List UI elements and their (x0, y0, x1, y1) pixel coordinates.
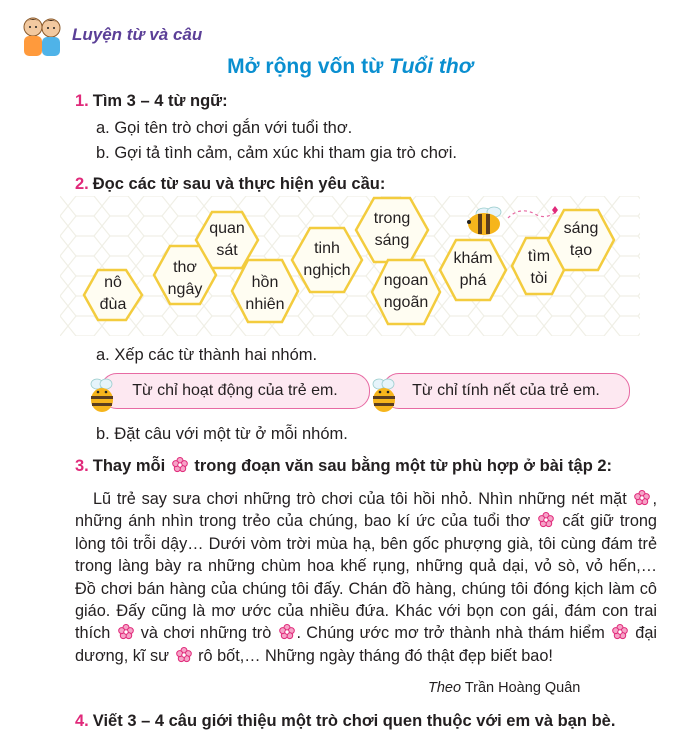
word-tinh-nghich: tinh nghịch (303, 240, 351, 279)
bee-icon (88, 378, 116, 414)
children-icon (18, 14, 66, 58)
flower-icon (538, 512, 554, 528)
group-banner-traits: Từ chỉ tính nết của trẻ em. (382, 373, 630, 409)
exercise-1-item-a: a. Gọi tên trò chơi gắn với tuổi thơ. (96, 119, 353, 137)
flower-icon (612, 624, 628, 640)
exercise-4-heading: 4. Viết 3 – 4 câu giới thiệu một trò chơi quen thuộc với em và bạn bè. (75, 712, 616, 730)
flower-icon (172, 457, 188, 473)
word-tho-ngay: thơ ngây (167, 259, 203, 298)
word-tim-toi: tìm tòi (527, 248, 551, 287)
word-ngoan-ngoan: ngoan ngoãn (383, 272, 429, 311)
flower-icon (634, 490, 650, 506)
page-title: Mở rộng vốn từ Tuổi thơ (227, 55, 473, 78)
exercise-1-item-b: b. Gợi tả tình cảm, cảm xúc khi tham gia trò chơi. (96, 144, 457, 162)
exercise-2-item-a: a. Xếp các từ thành hai nhóm. (96, 346, 318, 364)
exercise-2-heading: 2. Đọc các từ sau và thực hiện yêu cầu: (75, 175, 386, 193)
section-label: Luyện từ và câu (72, 25, 203, 44)
exercise-3-paragraph: Lũ trẻ say sưa chơi những trò chơi của tôi hồi nhỏ. Nhìn những nét mặt , những ánh nhìn trong trẻo của chúng, bao kí ức của tuổi thơ cất giữ trong lòng tôi trỗi dậy… Dưới vòm trời mùa hạ, bên gốc phượng già, tôi cùng đám trẻ trong làng bày ra những chùm hoa khế rụng, những quả dại, vỏ sò, vỏ hến,… Đồ chơi bán hàng của chúng tôi đấy. Chán đồ hàng, chúng tôi đóng kịch làm cô giáo. Đấy cũng là mơ ước của nhiều đứa. Khác với bọn con gái, đám con trai thích và chơi những trò . Chúng ước mơ trở thành nhà thám hiểm đại dương, kĩ sư rô bốt,… Những ngày tháng đó thật đẹp biết bao! (75, 490, 657, 665)
word-trong-sang: trong sáng (373, 210, 411, 249)
bee-icon (370, 378, 398, 414)
word-kham-pha: khám phá (453, 250, 493, 289)
word-quan-sat: quan sát (209, 220, 245, 259)
word-no-dua: nô đùa (99, 274, 127, 313)
group-banner-activities: Từ chỉ hoạt động của trẻ em. (100, 373, 370, 409)
exercise-3-heading: 3. Thay mỗi trong đoạn văn sau bằng một từ phù hợp ở bài tập 2: (75, 457, 613, 475)
exercise-2-item-b: b. Đặt câu với một từ ở mỗi nhóm. (96, 425, 348, 443)
flower-icon (279, 624, 295, 640)
word-hon-nhien: hồn nhiên (245, 274, 285, 313)
source-citation: Theo Trần Hoàng Quân (428, 680, 581, 696)
word-sang-tao: sáng tạo (563, 220, 599, 259)
exercise-1-heading: 1. Tìm 3 – 4 từ ngữ: (75, 92, 228, 110)
flower-icon (118, 624, 134, 640)
flower-icon (176, 647, 192, 663)
